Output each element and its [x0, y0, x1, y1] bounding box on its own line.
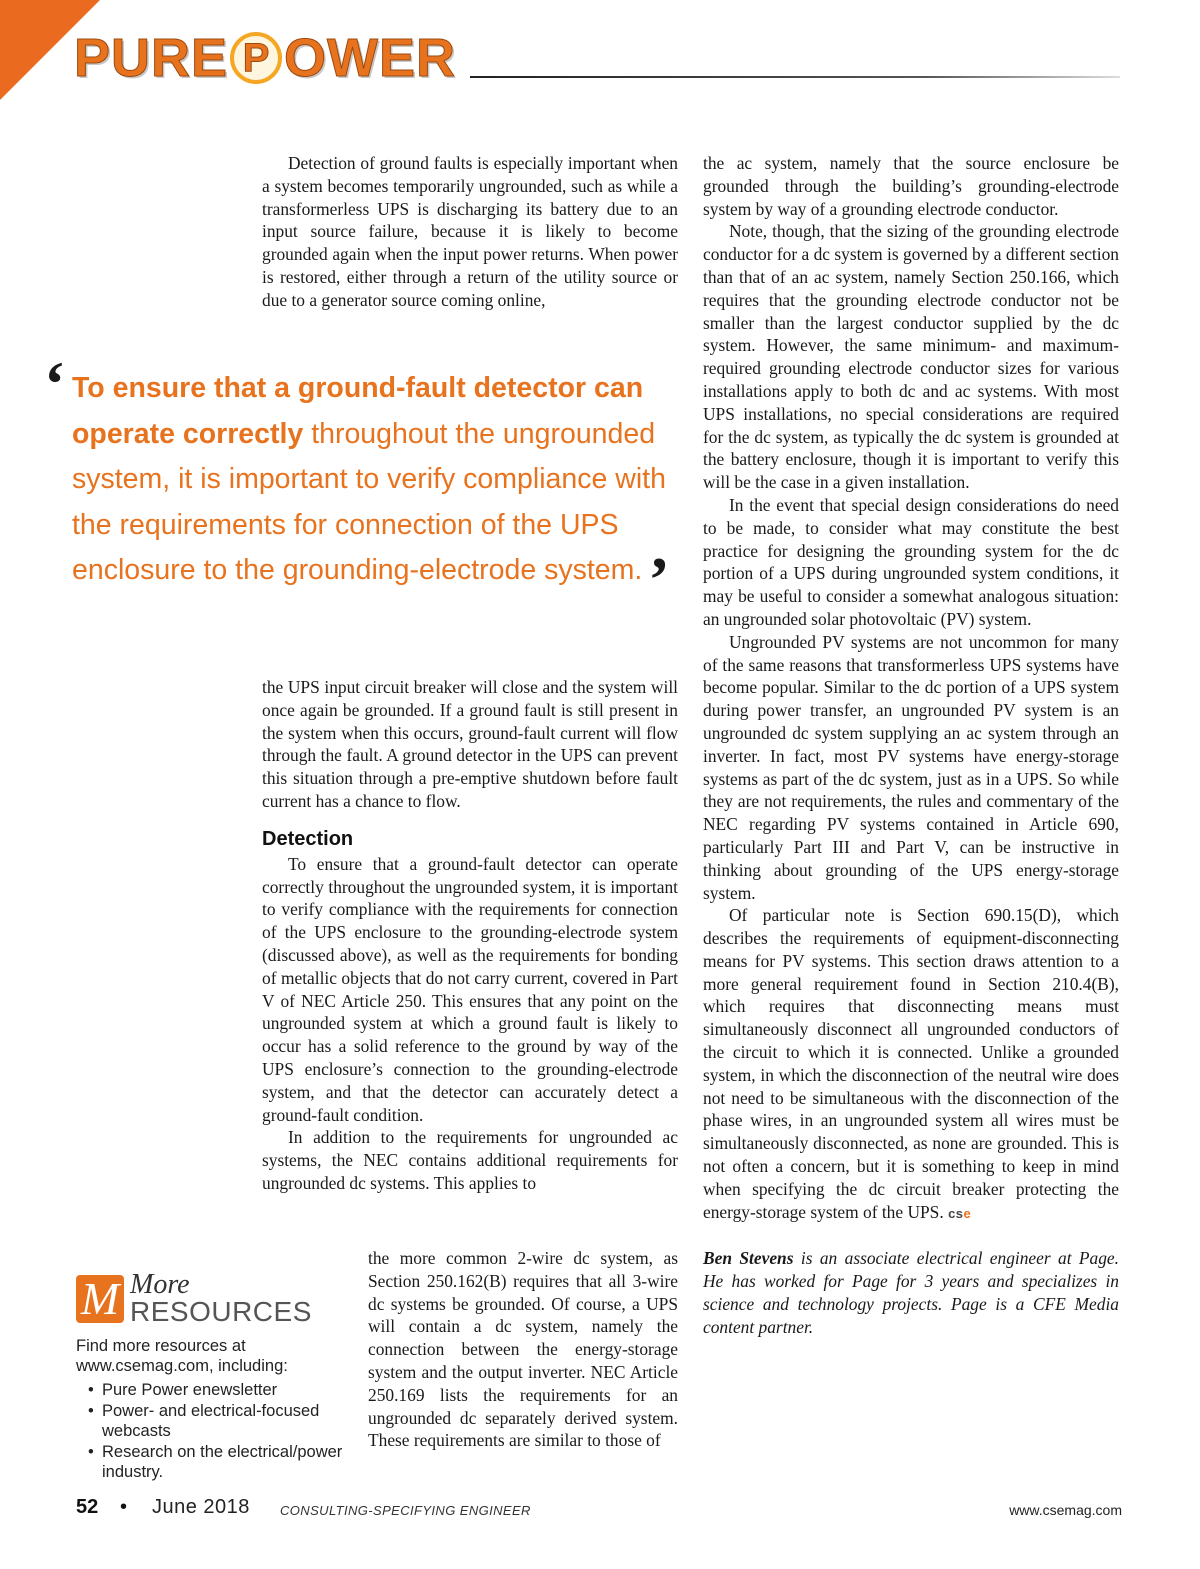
page-number: 52	[76, 1496, 99, 1518]
more-resources-word-resources: RESOURCES	[130, 1296, 312, 1327]
more-resources-title	[130, 1269, 312, 1327]
more-resources-word-more: More	[130, 1269, 190, 1300]
more-resources-item-enewsletter[interactable]: • Pure Power enewsletter	[76, 1380, 366, 1400]
pull-quote-regular: throughout the ungrounded system, it is important to verify compliance with the requirements for connection of the UPS enclosure to the grounding-electrode system.	[72, 417, 666, 587]
paragraph: Note, though, that the sizing of the grounding electrode conductor for a dc system is governed by a different section than that of an ac system, namely Section 250.166, which requires that the grounding electrode conductor not be smaller than the largest conductor supplied by the dc system. However, the same minimum- and maximum-required grounding electrode conductor sizes for various installations apply to both dc and ac systems. With most UPS installations, no special considerations are required for the dc system, as typically the dc system is grounded at the battery enclosure, though it is important to verify this will be the case in a given installation.	[703, 221, 1119, 493]
more-resources-header	[76, 1269, 366, 1327]
article-column-right	[703, 152, 1119, 1339]
article-column-left-top	[262, 152, 678, 312]
more-resources-item-research[interactable]: • Research on the electrical/power industry.	[76, 1442, 366, 1482]
logo-text-ower: OWER	[284, 28, 457, 88]
pull-quote-bold: To ensure that a ground-fault detector can operate correctly	[72, 372, 644, 450]
header-rule	[470, 76, 1120, 78]
section-heading-detection: Detection	[262, 827, 354, 850]
article-column-left-bottom	[368, 1247, 678, 1452]
author-bio	[703, 1247, 1119, 1338]
cse-end-mark-e: e	[963, 1205, 972, 1221]
more-resources-box	[76, 1269, 366, 1483]
paragraph: the UPS input circuit breaker will close and the system will once again be grounded. If a ground fault is still present in the system when this occurs, ground-fault current will flow through the fault. A ground detector in the UPS can prevent this situation through a pre-emptive shutdown before fault current has a chance to flow.	[262, 677, 678, 811]
publication-name: CONSULTING-SPECIFYING ENGINEER	[280, 1503, 531, 1518]
logo-power-circle: P	[230, 32, 282, 84]
pull-quote-open-mark: ‘	[44, 348, 66, 419]
pure-power-logo	[74, 26, 456, 90]
website-link[interactable]: www.csemag.com	[1009, 1502, 1122, 1518]
cse-end-mark	[948, 1206, 971, 1221]
pull-quote: To ensure that a ground-fault detector can operate correctly throughout the ungrounded system, it is important to verify compliance with the requirements for connection of the UPS enclosure to the grounding-electrode system.’	[72, 372, 670, 616]
more-resources-intro: Find more resources at www.csemag.com, including:	[76, 1337, 288, 1375]
paragraph: In the event that special design considerations do need to be made, to consider what may constitute the best practice for designing the grounding system for the dc portion of a UPS during ungrounded system conditions, it may be useful to consider a somewhat analogous situation: an ungrounded solar photovoltaic (PV) system.	[703, 494, 1119, 629]
paragraph: the ac system, namely that the source enclosure be grounded through the building’s grounding-electrode system by way of a grounding electrode conductor.	[703, 153, 1119, 219]
paragraph: Ungrounded PV systems are not uncommon for many of the same reasons that transformerless UPS systems have become popular. Similar to the dc portion of a UPS system during power transfer, an ungrounded PV system is an ungrounded dc system supplying an ac system through an inverter. In fact, most PV systems have energy-storage systems as part of the dc system, just as in a UPS. So while they are not requirements, the rules and commentary of the NEC regarding PV systems contained in Article 690, particularly Part III and Part V, can be instructive in thinking about grounding of the UPS energy-storage system.	[703, 631, 1119, 903]
author-name: Ben Stevens	[703, 1248, 794, 1269]
paragraph: To ensure that a ground-fault detector can operate correctly throughout the ungrounded system, it is important to verify compliance with the requirements for connection of the UPS enclosure to the grounding-electrode system (discussed above), as well as the requirements for bonding of metallic objects that do not carry current, covered in Part V of NEC Article 250. This ensures that any point on the ungrounded system at which a ground fault is likely to occur has a solid reference to the ground by way of the UPS enclosure’s connection to the grounding-electrode system, and that the detector can accurately detect a ground-fault condition.	[262, 853, 678, 1125]
cse-end-mark-cs: cs	[948, 1205, 964, 1221]
more-resources-m-icon: M	[76, 1275, 124, 1323]
footer-bullet: •	[120, 1496, 128, 1518]
logo-text-pure: PURE	[74, 28, 229, 88]
article-column-left-middle	[262, 676, 678, 1195]
paragraph-final	[703, 904, 1119, 1225]
paragraph-final-text: Of particular note is Section 690.15(D), which describes the requirements of equipment-disconnecting means for PV systems. This section draws attention to a more general requirement found in Section 210.4(B), which requires that disconnecting means must simultaneously disconnect all ungrounded conductors of the circuit to which it is connected. Unlike a grounded system, in which the disconnection of the neutral wire does not need to be simultaneous with the disconnection of the phase wires, in an ungrounded system all wires must be simultaneously disconnected, as none are grounded. This is not often a concern, but it is something to keep in mind when specifying the dc circuit breaker protecting the energy-storage system of the UPS.	[703, 905, 1119, 1222]
paragraph: Detection of ground faults is especially important when a system becomes temporarily ungrounded, such as while a transformerless UPS is discharging its battery due to an input source failure, because it is likely to become grounded again when the input power returns. When power is restored, either through a return of the utility source or due to a generator source coming online,	[262, 153, 678, 310]
page-footer	[76, 1496, 1122, 1526]
paragraph: In addition to the requirements for ungrounded ac systems, the NEC contains additional requirements for ungrounded dc systems. This applies to	[262, 1127, 678, 1193]
more-resources-item-webcasts[interactable]: • Power- and electrical-focused webcasts	[76, 1401, 366, 1441]
issue-date: June 2018	[152, 1496, 250, 1518]
more-resources-list	[76, 1380, 366, 1482]
paragraph: the more common 2-wire dc system, as Section 250.162(B) requires that all 3-wire dc systems be grounded. Of course, a UPS will contain a dc system, namely the connection between the energy-storage system and the output inverter. NEC Article 250.169 lists the requirements for an ungrounded dc separately derived system. These requirements are similar to those of	[368, 1248, 678, 1451]
author-bio-text: is an associate electrical engineer at Page. He has worked for Page for 3 years and specializes in science and technology projects. Page is a CFE Media content partner.	[703, 1248, 1120, 1337]
